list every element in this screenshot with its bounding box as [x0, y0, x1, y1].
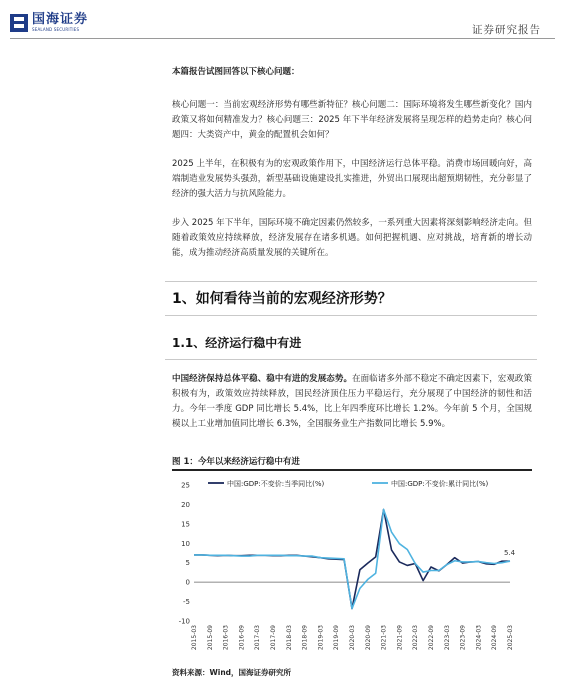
x-tick-label: 2017-03 — [254, 625, 262, 651]
body-paragraph — [172, 372, 532, 432]
section-divider-top — [165, 281, 537, 282]
x-tick-label: 2024-09 — [491, 625, 499, 651]
page-header — [0, 0, 565, 40]
x-tick-label: 2020-09 — [364, 625, 372, 651]
logo-mark-icon — [10, 14, 28, 32]
x-tick-label: 2015-09 — [206, 625, 214, 651]
section-heading-1-1: 1.1、经济运行稳中有进 — [172, 336, 302, 350]
x-tick-label: 2019-09 — [333, 625, 341, 651]
y-tick-label: -10 — [178, 617, 190, 626]
y-tick-label: 5 — [185, 559, 190, 568]
core-questions: 核心问题一：当前宏观经济形势有哪些新特征？核心问题二：国际环境将发生哪些新变化？国内政策又将如何精准发力？核心问题三：2025 年下半年经济发展将呈现怎样的趋势走向？核心问题四：大类资产中，黄金的配置机会如何？ — [172, 100, 532, 140]
x-tick-label: 2023-09 — [459, 625, 467, 651]
section-divider-bottom — [165, 315, 537, 316]
body-text: 在面临诸多外部不稳定不确定因素下，宏观政策积极有为，政策效应持续释放，国民经济顶住压力平稳运行，充分展现了中国经济的韧性和活力。今年一季度 GDP 同比增长 5.4%，比上年四季度环比增长 1.2%。今年前 5 个月，全国规模以上工业增加值同比增长 6.3%，全国服务业生产指数同比增长 5.9%。 — [172, 374, 532, 429]
x-tick-label: 2015-03 — [191, 625, 198, 651]
intro-paragraph-2: 步入 2025 年下半年，国际环境不确定因素仍然较多，一系列重大因素将深刻影响经济走向。但随着政策效应持续释放，经济发展存在诸多机遇。如何把握机遇、应对挑战，培育新的增长动能，成为推动经济高质量发展的关键所在。 — [172, 218, 532, 258]
x-tick-label: 2018-09 — [301, 625, 309, 651]
y-tick-label: 25 — [181, 481, 190, 490]
intro-lead: 本篇报告试图回答以下核心问题： — [172, 67, 300, 77]
legend-label-2: 中国:GDP:不变价:累计同比(%) — [391, 480, 489, 488]
x-tick-label: 2019-03 — [317, 625, 325, 651]
x-tick-label: 2022-09 — [428, 625, 435, 651]
x-tick-label: 2025-03 — [507, 625, 514, 651]
data-label-latest: 5.4 — [504, 549, 516, 558]
y-tick-label: -5 — [183, 598, 190, 607]
x-tick-label: 2021-03 — [380, 625, 388, 651]
subsection-divider — [165, 359, 537, 360]
x-tick-label: 2016-03 — [222, 625, 230, 651]
x-tick-label: 2021-09 — [396, 625, 404, 651]
legend-label-1: 中国:GDP:不变价:当季同比(%) — [227, 480, 325, 488]
x-tick-label: 2023-03 — [443, 625, 451, 651]
x-tick-label: 2017-09 — [270, 625, 277, 651]
x-tick-label: 2020-03 — [349, 625, 356, 651]
brand-logo — [10, 13, 88, 32]
x-tick-label: 2016-09 — [238, 625, 246, 651]
header-divider — [10, 38, 555, 39]
x-tick-label: 2022-03 — [412, 625, 420, 651]
intro-paragraph-1: 2025 上半年，在积极有为的宏观政策作用下，中国经济运行总体平稳。消费市场回暖向好，高端制造业发展势头强劲，新型基础设施建设扎实推进，外贸出口展现出超预期韧性，充分彰显了经济的强大活力与抗风险能力。 — [172, 159, 532, 199]
intro-section — [172, 65, 532, 273]
logo-english-name: SEALAND SECURITIES — [32, 27, 80, 32]
body-lead: 中国经济保持总体平稳、稳中有进的发展态势。 — [172, 374, 353, 384]
report-type-label: 证券研究报告 — [472, 24, 541, 36]
x-tick-label: 2024-03 — [475, 625, 483, 651]
figure-source: 资料来源：Wind，国海证券研究所 — [172, 668, 292, 677]
series-line-2 — [194, 509, 510, 608]
gdp-line-chart — [172, 471, 532, 665]
logo-name: 国海证券 — [32, 12, 89, 27]
y-tick-label: 20 — [181, 500, 190, 509]
x-tick-label: 2018-03 — [285, 625, 293, 651]
y-tick-label: 15 — [181, 520, 190, 529]
y-tick-label: 0 — [185, 578, 190, 587]
series-line-1 — [194, 509, 510, 608]
figure-title: 图 1：今年以来经济运行稳中有进 — [172, 457, 300, 467]
y-tick-label: 10 — [181, 539, 190, 548]
section-heading-1: 1、如何看待当前的宏观经济形势？ — [172, 291, 392, 307]
